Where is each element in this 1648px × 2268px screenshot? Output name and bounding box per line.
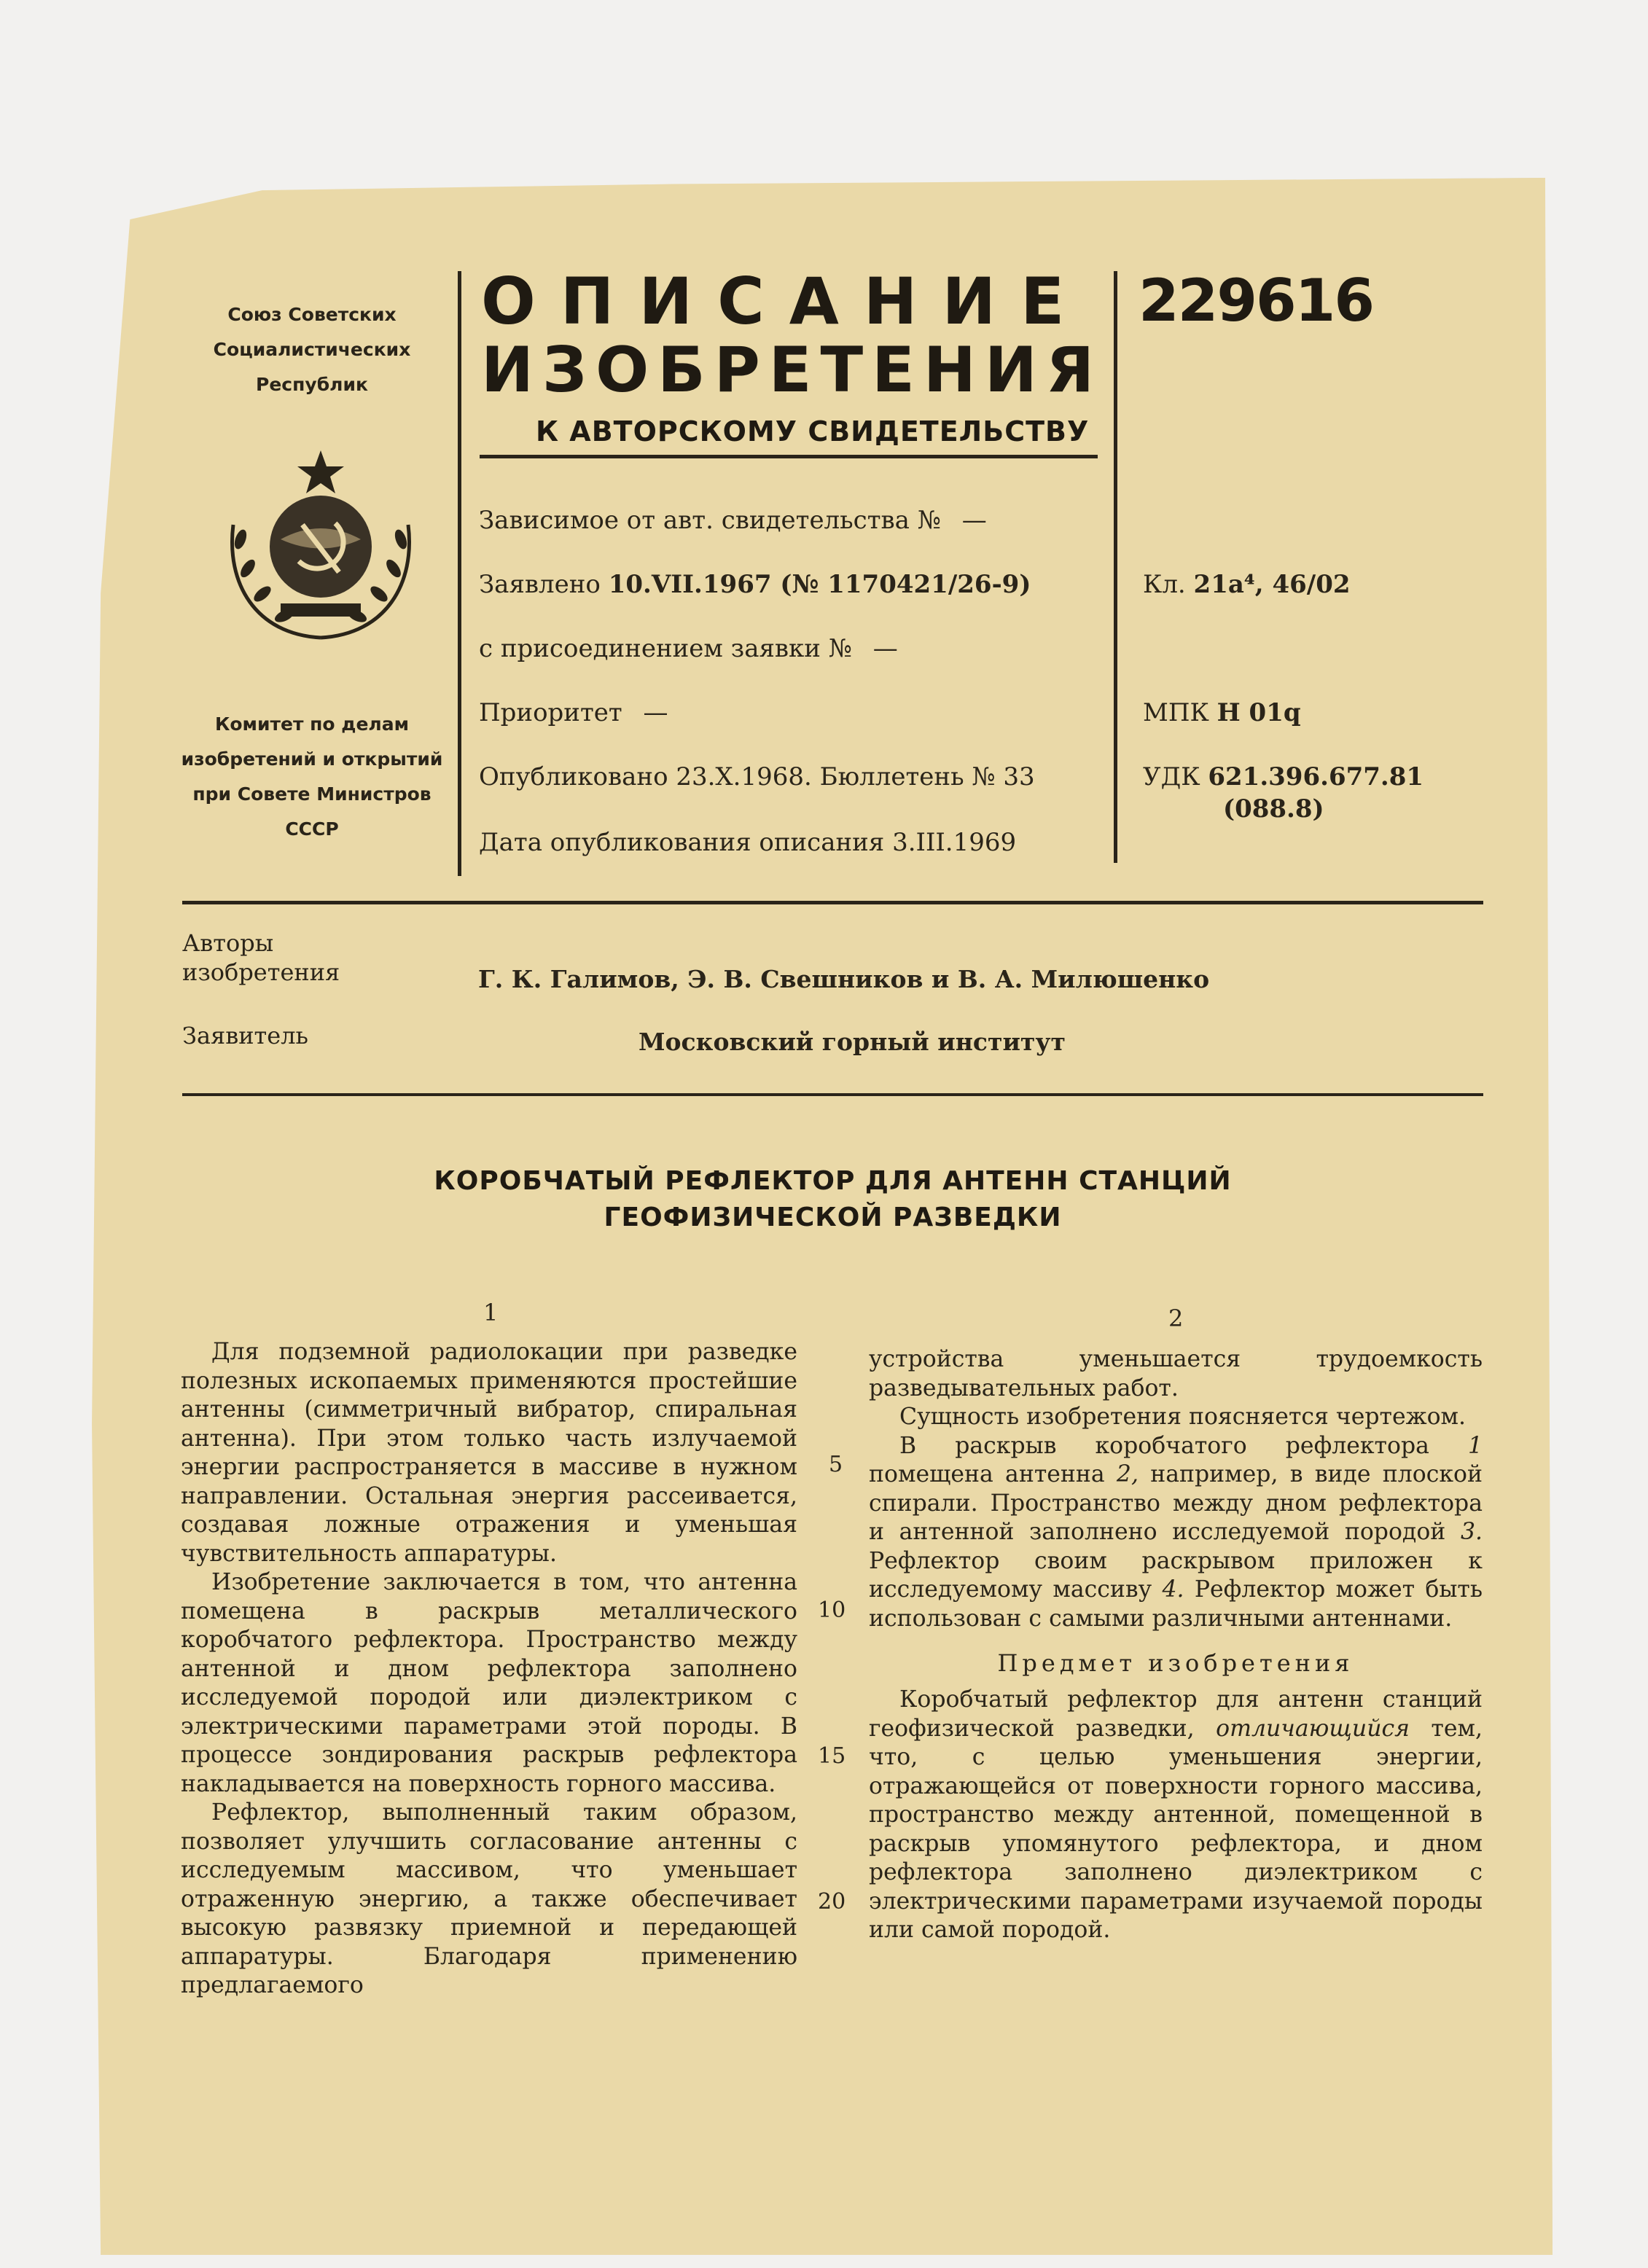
line-number: 20 bbox=[818, 1889, 846, 1915]
text-run: тем, что, с целью уменьшения энергии, отражающейся от поверхности горного массива, пространство между антенной, помещенной в раскрыв упомянутого рефлектора, и дном рефлектора заполнено диэлектриком с электрическими параметрами изучаемой породы или самой породой. bbox=[869, 1715, 1483, 1943]
published-value: 23.X.1968. Бюллетень № 33 bbox=[676, 762, 1035, 791]
vertical-rule-right bbox=[1114, 271, 1117, 863]
state-name-line: Социалистических bbox=[213, 339, 411, 360]
description-date-value: 3.III.1969 bbox=[892, 828, 1017, 857]
paragraph bbox=[869, 1432, 1483, 1634]
state-name-line: Союз Советских bbox=[227, 304, 397, 325]
joined-value: — bbox=[872, 634, 898, 663]
reference-numeral: 1 bbox=[1467, 1432, 1483, 1459]
header-separator bbox=[182, 901, 1483, 904]
people-separator bbox=[182, 1093, 1483, 1096]
filed-label: Заявлено bbox=[479, 570, 601, 599]
document-type-title: ОПИСАНИЕ bbox=[481, 264, 1090, 339]
paragraph: Для подземной радиолокации при разведке полезных ископаемых применяются простейшие антенны (симметричный вибратор, спиральная антенна). При этом только часть излучаемой энергии распространяется в массиве в нужном направлении. Остальная энергия рассеивается, создавая ложные отражения и уменьшая чувствительность аппаратуры. bbox=[181, 1339, 797, 1567]
text-run: В раскрыв коробчатого рефлектора bbox=[899, 1432, 1468, 1459]
mpk-line bbox=[1143, 698, 1301, 727]
invention-title-line: КОРОБЧАТЫЙ РЕФЛЕКТОР ДЛЯ АНТЕНН СТАНЦИЙ bbox=[434, 1166, 1232, 1196]
authors-value: Г. К. Галимов, Э. В. Свешников и В. А. Милюшенко bbox=[478, 965, 1210, 993]
description-date-line bbox=[479, 828, 1016, 857]
document-type-title-2: ИЗОБРЕТЕНИЯ bbox=[481, 334, 1104, 407]
column-2 bbox=[869, 1345, 1483, 1945]
priority-label: Приоритет bbox=[479, 698, 622, 727]
column-number-1: 1 bbox=[483, 1299, 499, 1326]
description-date-label: Дата опубликования описания bbox=[479, 828, 885, 857]
text-run: например, в виде плоской спирали. Пространство между дном рефлектора и антенной заполнено исследуемой породой bbox=[869, 1461, 1483, 1545]
udk-label: УДК bbox=[1143, 762, 1200, 791]
joined-line bbox=[479, 634, 898, 663]
mpk-value: H 01q bbox=[1217, 698, 1301, 727]
kl-value: 21a⁴, 46/02 bbox=[1193, 570, 1351, 599]
applicant-value: Московский горный институт bbox=[638, 1028, 1066, 1056]
invention-title-line: ГЕОФИЗИЧЕСКОЙ РАЗВЕДКИ bbox=[604, 1203, 1062, 1232]
kl-label: Кл. bbox=[1143, 570, 1186, 599]
udk-line bbox=[1143, 762, 1424, 791]
text-run: Коробчатый рефлектор для антенн станций геофизической разведки, bbox=[869, 1686, 1483, 1742]
udk-value-2 bbox=[1223, 794, 1324, 824]
claim-heading: Предмет изобретения bbox=[997, 1649, 1354, 1677]
paragraph: Рефлектор, выполненный таким образом, позволяет улучшить согласование антенны с исследуемым массивом, что уменьшает отраженную энергию, а также обеспечивает высокую развязку приемной и передающей аппаратуры. Благодаря применению предлагаемого bbox=[181, 1799, 797, 1998]
document-subtitle: К АВТОРСКОМУ СВИДЕТЕЛЬСТВУ bbox=[536, 415, 1090, 447]
ussr-emblem-icon bbox=[211, 437, 430, 656]
kl-line bbox=[1143, 570, 1351, 599]
emphasis: отличающийся bbox=[1216, 1715, 1410, 1742]
authors-label bbox=[182, 928, 340, 987]
title-underline bbox=[480, 455, 1098, 458]
filed-value: 10.VII.1967 (№ 1170421/26-9) bbox=[608, 570, 1031, 599]
committee-line: изобретений и открытий bbox=[181, 748, 443, 770]
dependent-line bbox=[479, 506, 987, 535]
reference-numeral: 3. bbox=[1460, 1519, 1483, 1545]
line-number: 5 bbox=[829, 1452, 843, 1477]
committee-line: СССР bbox=[285, 818, 339, 840]
paragraph: устройства уменьшается трудоемкость разведывательных работ. bbox=[869, 1346, 1483, 1401]
published-label: Опубликовано bbox=[479, 762, 668, 791]
authors-label-line: Авторы bbox=[182, 929, 274, 957]
priority-line bbox=[479, 698, 668, 727]
mpk-label: МПК bbox=[1143, 698, 1209, 727]
text-run: Рефлектор своим раскрывом приложен к исследуемому массиву bbox=[869, 1547, 1483, 1603]
committee-name bbox=[181, 707, 443, 847]
paragraph: Изобретение заключается в том, что антенна помещена в раскрыв металлического коробчатого рефлектора. Пространство между антенной и дном рефлектора заполнено исследуемой породой или диэлектриком с электрическими параметрами этой породы. В процессе зондирования раскрыв рефлектора накладывается на поверхность горного массива. bbox=[181, 1569, 797, 1797]
priority-value: — bbox=[643, 698, 668, 727]
udk-value-2-text: (088.8) bbox=[1223, 794, 1324, 824]
applicant-label: Заявитель bbox=[182, 1022, 308, 1049]
invention-title bbox=[182, 1163, 1483, 1236]
udk-value: 621.396.677.81 bbox=[1208, 762, 1424, 791]
vertical-rule-left bbox=[458, 271, 461, 876]
line-number: 10 bbox=[818, 1598, 846, 1623]
column-1 bbox=[181, 1338, 797, 2001]
reference-numeral: 2, bbox=[1116, 1461, 1139, 1487]
state-name bbox=[195, 297, 429, 402]
published-line bbox=[479, 762, 1035, 791]
text-run: Рефлектор может быть использован с самыми различными антеннами. bbox=[869, 1576, 1483, 1632]
authors-label-line: изобретения bbox=[182, 958, 340, 986]
state-name-line: Республик bbox=[256, 374, 368, 395]
column-number-2: 2 bbox=[1168, 1305, 1184, 1332]
claim-paragraph bbox=[869, 1686, 1483, 1945]
dependent-value: — bbox=[961, 506, 987, 535]
text-run: помещена антенна bbox=[869, 1461, 1117, 1487]
filed-line bbox=[479, 570, 1031, 599]
line-number: 15 bbox=[818, 1743, 846, 1769]
paragraph: Сущность изобретения поясняется чертежом. bbox=[899, 1404, 1467, 1430]
patent-number: 229616 bbox=[1139, 267, 1373, 335]
joined-label: с присоединением заявки № bbox=[479, 634, 852, 663]
committee-line: Комитет по делам bbox=[214, 713, 410, 735]
reference-numeral: 4. bbox=[1162, 1576, 1184, 1603]
dependent-label: Зависимое от авт. свидетельства № bbox=[479, 506, 941, 535]
committee-line: при Совете Министров bbox=[192, 783, 431, 805]
